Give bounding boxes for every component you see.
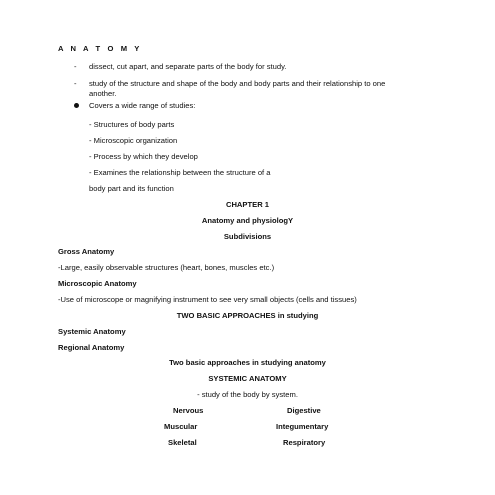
gross-anatomy-text: -Large, easily observable structures (heart, bones, muscles etc.)	[58, 263, 275, 272]
study-item: - Microscopic organization	[89, 136, 178, 145]
system-skeletal: Skeletal	[168, 438, 197, 447]
approaches-title: Two basic approaches in studying anatomy	[169, 358, 326, 367]
studies-intro: Covers a wide range of studies:	[89, 101, 196, 110]
document-title: A N A T O M Y	[58, 44, 142, 53]
bullet-icon	[74, 103, 79, 108]
regional-anatomy-heading: Regional Anatomy	[58, 343, 125, 352]
system-digestive: Digestive	[287, 406, 321, 415]
system-muscular: Muscular	[164, 422, 198, 431]
definition-study: study of the structure and shape of the body and body parts and their relationship to one	[89, 79, 386, 88]
subdivisions-heading: Subdivisions	[223, 232, 272, 241]
gross-anatomy-heading: Gross Anatomy	[58, 247, 115, 256]
microscopic-anatomy-text: -Use of microscope or magnifying instrument to see very small objects (cells and tissues)	[58, 295, 357, 304]
dash-marker: -	[74, 62, 77, 71]
study-item: - Process by which they develop	[89, 152, 198, 161]
approaches-heading: TWO BASIC APPROACHES in studying	[176, 311, 319, 320]
chapter-label: CHAPTER 1	[225, 200, 270, 209]
dash-marker: -	[74, 79, 77, 88]
microscopic-anatomy-heading: Microscopic Anatomy	[58, 279, 137, 288]
study-item-continued: body part and its function	[89, 184, 174, 193]
systemic-anatomy-heading: Systemic Anatomy	[58, 327, 126, 336]
systemic-definition: - study of the body by system.	[197, 390, 298, 399]
study-item: - Examines the relationship between the structure of a	[89, 168, 271, 177]
definition-dissect: dissect, cut apart, and separate parts of the body for study.	[89, 62, 287, 71]
chapter-title: Anatomy and physiologY	[201, 216, 294, 225]
systemic-title: SYSTEMIC ANATOMY	[208, 374, 287, 383]
system-nervous: Nervous	[173, 406, 204, 415]
study-item: - Structures of body parts	[89, 120, 175, 129]
system-integumentary: Integumentary	[276, 422, 329, 431]
system-respiratory: Respiratory	[283, 438, 326, 447]
definition-study-continued: another.	[89, 89, 117, 98]
